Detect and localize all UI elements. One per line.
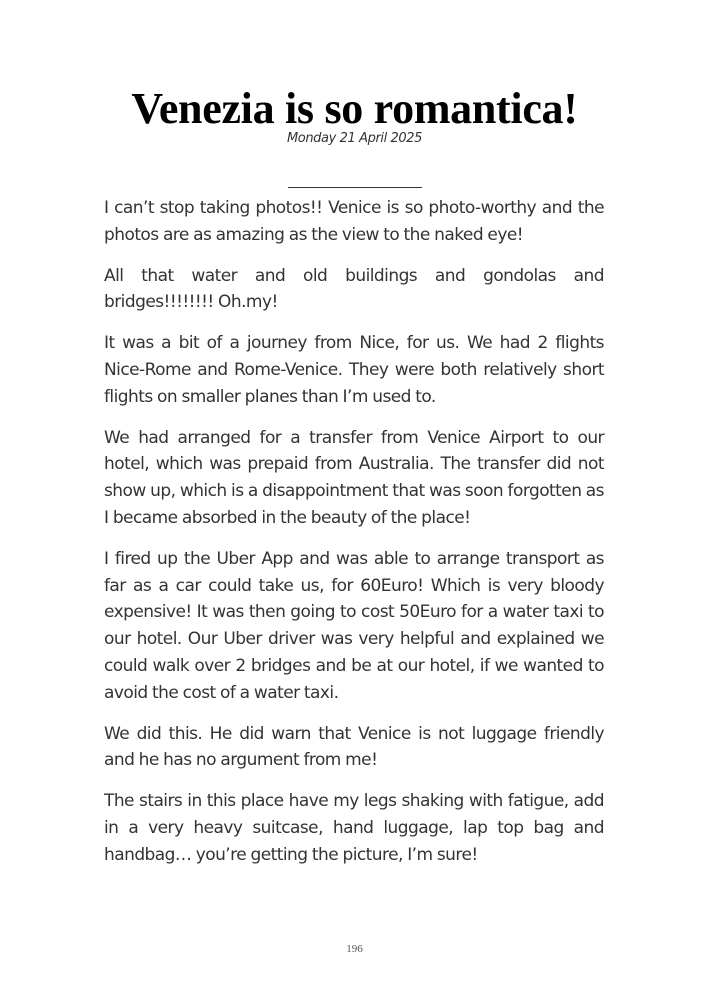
page-title: Venezia is so romantica!: [131, 84, 578, 133]
body-text: [104, 195, 604, 883]
paragraph: We did this. He did warn that Venice is not luggage friendly and he has no argument from me!: [104, 723, 604, 771]
paragraph: It was a bit of a journey from Nice, for us. We had 2 flights Nice-Rome and Rome-Venice. They were both relatively short flights on smaller planes than I’m used to.: [104, 333, 604, 407]
paragraph: We had arranged for a transfer from Venice Airport to our hotel, which was prepaid from Australia. The transfer did not show up, which is a disappointment that was soon forgotten as I became absorbed in the beauty of the place!: [104, 427, 604, 528]
paragraph: I can’t stop taking photos!! Venice is so photo-worthy and the photos are as amazing as the view to the naked eye!: [104, 198, 604, 245]
paragraph: The stairs in this place have my legs shaking with fatigue, add in a very heavy suitcase, hand luggage, lap top bag and handbag… you’re getting the picture, I’m sure!: [104, 791, 604, 865]
paragraph: I fired up the Uber App and was able to arrange transport as far as a car could take us, for 60Euro! Which is very bloody expensive! It was then going to cost 50Euro for a water taxi to our hotel. Our Uber driver was very helpful and explained we could walk over 2 bridges and be at our hotel, if we wanted to avoid the cost of a water taxi.: [104, 548, 604, 703]
entry-date: Monday 21 April 2025: [286, 131, 423, 146]
title-divider: [288, 187, 422, 188]
paragraph: All that water and old buildings and gondolas and bridges!!!!!!!! Oh.my!: [104, 265, 604, 313]
page-number: 196: [346, 943, 363, 955]
